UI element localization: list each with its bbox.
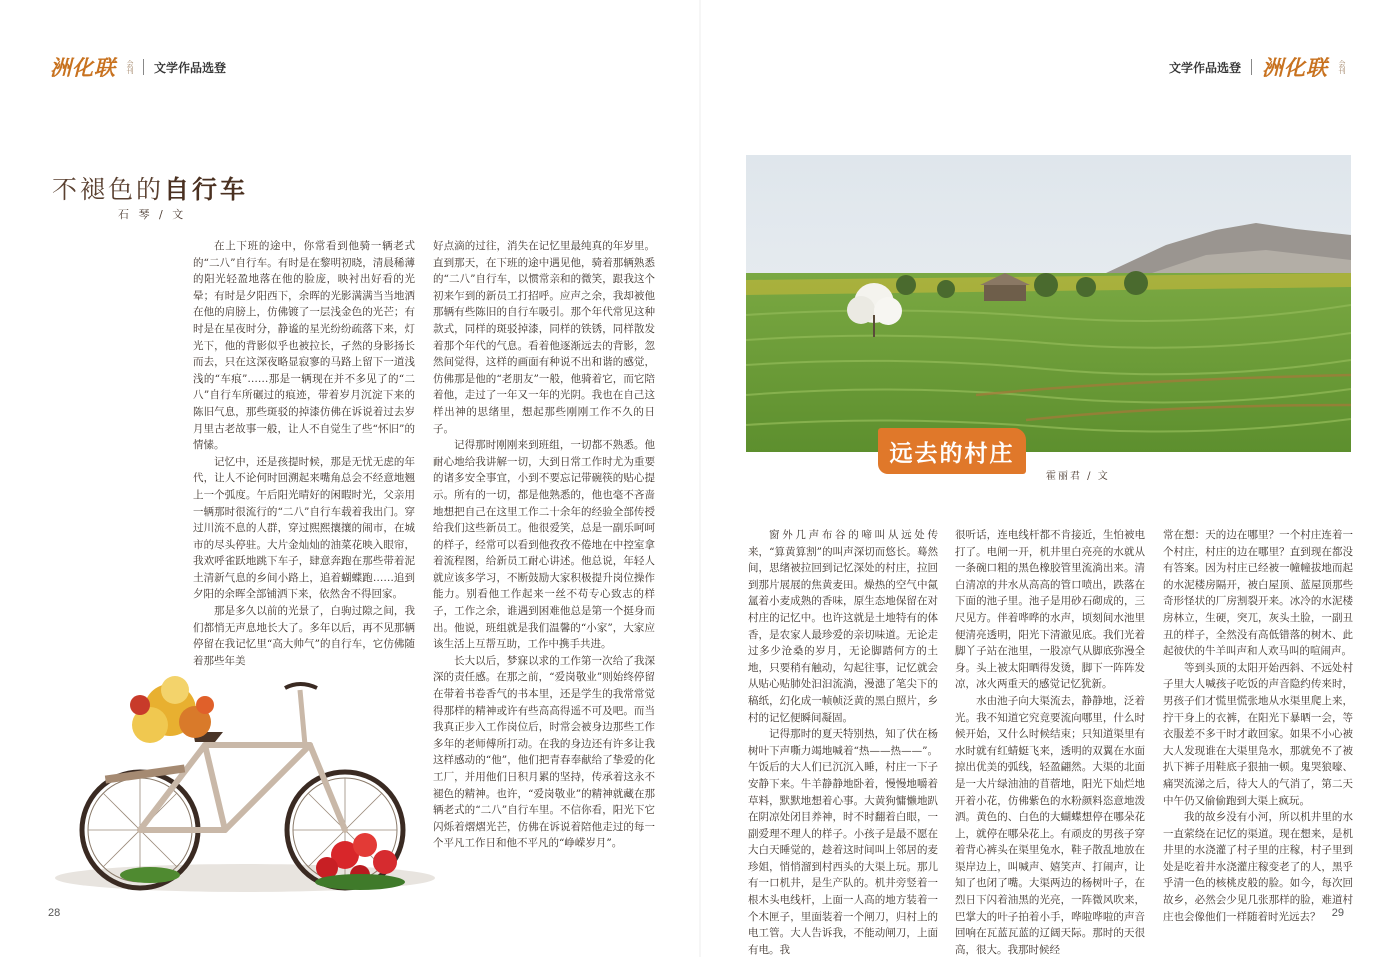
header-left bbox=[50, 52, 233, 82]
header-divider bbox=[1251, 59, 1252, 75]
bicycle-with-flowers-illustration bbox=[45, 650, 465, 900]
article-title bbox=[52, 170, 248, 206]
header-right bbox=[1169, 52, 1352, 82]
header-divider bbox=[143, 59, 144, 75]
paragraph: 常在想：天的边在哪里？一个村庄连着一个村庄，村庄的边在哪里？直到现在都没有答案。因为村庄已经被一幢幢拔地而起的水泥楼房隔开，被白屋顶、蓝屋顶那些奇形怪状的厂房割裂开来。冰冷的水泥楼房林立，生硬，突兀，灰头土脸，一副丑丑的样子，全然没有高低错落的树木、此起彼伏的牛羊叫声和人欢马叫的喧闹声。 bbox=[1163, 529, 1353, 658]
magazine-logo: 洲化联 bbox=[1262, 55, 1328, 80]
article-title-part1: 不褪色的 bbox=[52, 175, 165, 204]
text-column-2 bbox=[433, 238, 655, 852]
paragraph: 很听话，连电线杆都不肯接近，生怕被电打了。电闸一开，机井里白亮亮的水就从一条碗口粗的黑色橡胶管里流淌出来。清白清凉的井水从高高的管口喷出，跌落在下面的池子里。池子是用砂石砌成的，三尺见方。伴着哗哗的水声，顷刻间水池里便清亮透明，阳光下清澈见底。我们光着脚丫子站在池里，一股凉气从脚底弥漫全身。头上被太阳晒得发烫，脚下一阵阵发凉，冰火两重天的感觉记忆犹新。 bbox=[955, 529, 1145, 691]
paragraph: 记忆中，还是孩提时候，那是无忧无虑的年代，让人不论何时回溯起来嘴角总会不经意地翘上一个弧度。午后阳光晴好的闲暇时光，父亲用一辆那时很流行的“二八”自行车载着我出门。穿过川流不息的人群，穿过熙熙攘攘的闹市，在城市的尽头停驻。大片金灿灿的油菜花映入眼帘，我欢呼雀跃地跳下车子，肆意奔跑在那些带着泥土清新气息的乡间小路上，追着蝴蝶跑……追到夕阳的余晖全部铺洒下来，依然舍不得回家。 bbox=[193, 455, 415, 601]
text-column-5 bbox=[1163, 527, 1353, 925]
paragraph: 水由池子向大渠流去，静静地，泛着光。我不知道它究竟要流向哪里，什么时候开始，又什么时候结束；只知道渠里有水时就有红蜻蜓飞来，透明的双翼在水面掠出优美的弧线，轻盈翩然。大渠的北面是一大片绿油油的苜蓿地，阳光下灿烂地开着小花，仿佛紫色的水粉颜料恣意地泼洒。黄色的、白色的大蝴蝶想停在哪朵花上，就停在哪朵花上。有顽皮的男孩子穿着背心裤头在渠里兔水，鞋子散乱地放在渠岸边上，叫喊声、嬉笑声、打闹声，让知了也闭了嘴。大渠两边的杨树叶子，在烈日下闪着油黑的光亮，一阵微风吹来，巴掌大的叶子拍着小手，哗啦哗啦的声音回响在瓦蓝瓦蓝的辽阔天际。那时的天很高，很大。我那时候经 bbox=[955, 694, 1145, 956]
paragraph: 记得那时的夏天特别热，知了伏在杨树叶下声嘶力竭地喊着“热——热——”。午饭后的大人们已沉沉入睡，村庄一下子安静下来。牛羊静静地卧着，慢慢地嚼着草料，默默地想着心事。大黄狗慵懒地趴在阴凉处闭目养神，时不时翻着白眼，一副爱理不理人的样子。小孩子是最不愿在大白天睡觉的，趁着这时间叫上邻居的麦珍姐，悄悄溜到村西头的大渠上玩。那儿有一口机井，是生产队的。机井旁竖着一根木头电线杆，上面一人高的地方装着一个木匣子，里面装着一个闸刀，归村上的电工管。大人告诉我，不能动闸刀，上面有电。我 bbox=[748, 728, 938, 956]
section-title: 文学作品选登 bbox=[1168, 60, 1241, 75]
article-author: 霍丽君 / 文 bbox=[1046, 471, 1110, 482]
section-title: 文学作品选登 bbox=[154, 60, 227, 75]
magazine-logo: 洲化联 bbox=[50, 55, 116, 80]
page-number-right: 29 bbox=[1331, 907, 1344, 919]
article-title-banner: 远去的村庄 bbox=[878, 428, 1026, 474]
paragraph: 窗外几声布谷的啼叫从远处传来，“算黄算割”的叫声深切而悠长。蓦然间，思绪被拉回到记忆深处的村庄，拉回到那片展展的焦黄麦田。燥热的空气中氤氲着小麦成熟的香味，原生态地保留在对村庄的记忆中。也许这就是土地特有的体香，是农家人最珍爱的亲切味道。无论走过多少沧桑的岁月，无论脚踏何方的土地，只要稍有触动，勾起往事，记忆就会从贴心贴肺处汩汩流淌，漫漶了笔尖下的稿纸，幻化成一帧帧泛黄的黑白照片，乡村的记忆便瞬间凝固。 bbox=[748, 529, 938, 724]
article-title-part2: 自行车 bbox=[164, 175, 249, 204]
paragraph: 记得那时刚刚来到班组，一切都不熟悉。他耐心地给我讲解一切，大到日常工作时尤为重要的诸多安全事宜，小到不要忘记带碗筷的贴心提示。所有的一切，都是他熟悉的，他也毫不吝啬地想把自己在这里工作二十余年的经验全部传授给我们这些新员工。他很爱笑，总是一副乐呵呵的样子，经常可以看到他孜孜不倦地在中控室拿着流程图，给新员工耐心讲述。他总说，年轻人就应该多学习，不断鼓励大家积极提升岗位操作能力。别看他工作起来一丝不苟专心致志的样子，工作之余，谁遇到困难他总是第一个挺身而出。他说，班组就是我们温馨的“小家”，大家应该生活上互帮互助，工作中携手共进。 bbox=[433, 439, 655, 651]
text-column-3 bbox=[748, 527, 938, 958]
logo-subtitle: 会刊 bbox=[1338, 60, 1346, 74]
page-gutter bbox=[699, 0, 701, 957]
paragraph: 好点滴的过往，消失在记忆里最纯真的年岁里。直到那天，在下班的途中遇见他，骑着那辆熟悉的“二八”自行车，以惯常亲和的微笑，跟我这个初来乍到的新员工打招呼。应声之余，我却被他那辆有些陈旧的自行车吸引。那个年代常见这种款式，同样的斑驳掉漆，同样的铁锈，同样散发着那个年代的气息。看着他逐渐远去的背影，忽然间觉得，这样的画面有种说不出和谐的感觉，仿佛那是他的“老朋友”一般，他骑着它，而它陪着他，走过了一年又一年的光阴。我也在自己这样出神的思绪里，想起那些刚刚工作不久的日子。 bbox=[433, 240, 655, 435]
paragraph: 那是多久以前的光景了，白驹过隙之间，我们都悄无声息地长大了。多年以后，再不见那辆停留在我记忆里“高大帅气”的自行车，它仿佛随着那些年美 bbox=[193, 605, 415, 667]
paragraph: 等到头顶的太阳开始西斜、不远处村子里大人喊孩子吃饭的声音隐约传来时，男孩子们才慌里慌张地从水渠里爬上来，拧干身上的衣裤，在阳光下暴晒一会，等衣服差不多干时才敢回家。如果不小心被大人发现谁在大渠里凫水，那就免不了被扒下裤子用鞋底子狠抽一顿。鬼哭狼嚎、痛哭流涕之后，待大人的气消了，第二天中午仍又偷偷跑到大渠上疯玩。 bbox=[1163, 661, 1353, 807]
village-landscape-photo bbox=[746, 155, 1351, 452]
logo-subtitle: 会刊 bbox=[126, 60, 134, 74]
text-column-1 bbox=[193, 238, 415, 669]
text-column-4 bbox=[955, 527, 1145, 958]
paragraph: 在上下班的途中，你常看到他骑一辆老式的“二八”自行车。有时是在黎明初晓，清晨稀薄的阳光轻盈地落在他的脸庞，映衬出好看的光晕；有时是夕阳西下，余晖的光影满满当当地洒在他的肩膀上，仿佛镀了一层浅金色的光芒；有时是在星夜时分，静谧的星光纷纷疏落下来，灯光下，他的背影似乎也被拉长，孑然的身影扬长而去，只在这深夜略显寂寥的马路上留下一道浅浅的“车痕”……那是一辆现在并不多见了的“二八”自行车所碾过的痕迹，带着岁月沉淀下来的陈旧气息，那些斑驳的掉漆仿佛在诉说着过去岁月里古老故事一般，让人不自觉生了些“怀旧”的情愫。 bbox=[193, 240, 415, 452]
article-author: 石 琴 / 文 bbox=[118, 208, 187, 221]
paragraph: 长大以后，梦寐以求的工作第一次给了我深深的责任感。在那之前，“爱岗敬业”则始终停留在带着书卷香气的书本里，还是学生的我常常觉得那样的精神或许有些高高得遥不可及吧。而当我真正步入工作岗位后，时常会被身边那些工作多年的老师傅所打动。在我的身边还有许多让我这样感动的“他”，他们把青春奉献给了挚爱的化工厂，并用他们日积月累的坚持，传承着这永不褪色的精神。也许，“爱岗敬业”的精神就藏在那辆老式的“二八”自行车里。不信你看，阳光下它闪烁着熠熠光芒，仿佛在诉说着陪他走过的每一个平凡工作日和他不平凡的“峥嵘岁月”。 bbox=[433, 654, 655, 850]
paragraph: 我的故乡没有小河，所以机井里的水一直萦绕在记忆的渠道。现在想来，是机井里的水浇灌了村子里的庄稼，村子里到处是吃着井水浇灌庄稼变老了的人，黑乎乎清一色的核桃皮般的脸。如今，每次回故乡，必然会少见几张那样的脸，难道村庄也会像他们一样随着时光远去？ bbox=[1163, 811, 1353, 923]
page-number-left: 28 bbox=[48, 907, 61, 919]
